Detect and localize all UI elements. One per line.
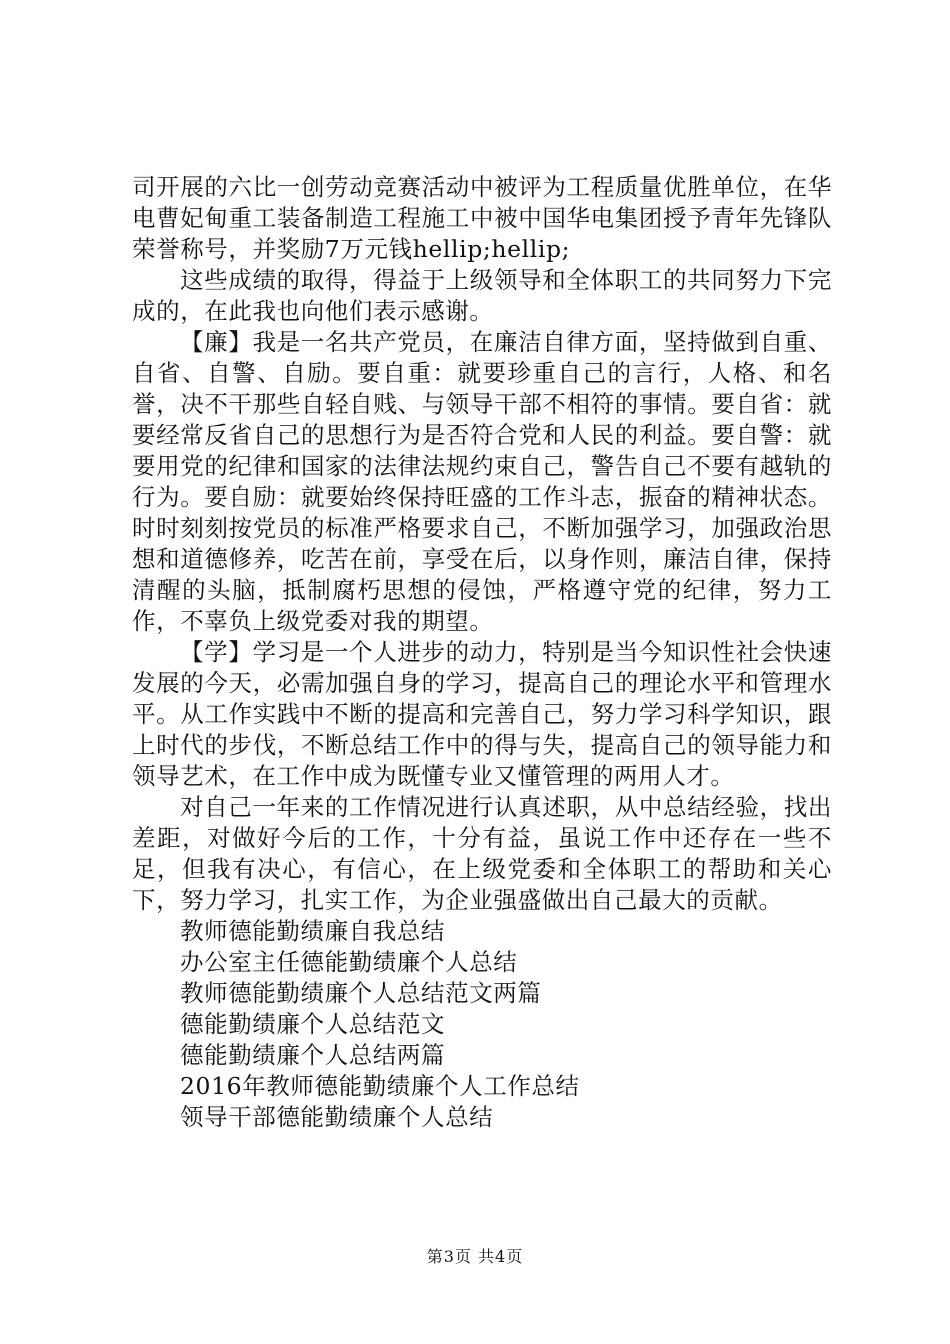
- paragraph-conclusion: 对自己一年来的工作情况进行认真述职，从中总结经验，找出差距，对做好今后的工作，十分有益，虽说工作中还存在一些不足，但我有决心，有信心，在上级党委和全体职工的帮助和关心下，努力学习，扎实工作，为企业强盛做出自己最大的贡献。: [132, 793, 832, 914]
- related-title-item[interactable]: 教师德能勤绩廉个人总结范文两篇: [180, 979, 542, 1007]
- paragraph-achievements-thanks: 这些成绩的取得，得益于上级领导和全体职工的共同努力下完成的，在此我也向他们表示感谢。: [132, 266, 832, 325]
- page-footer: 第3页 共4页: [426, 1247, 524, 1266]
- paragraph-learning: 【学】学习是一个人进步的动力，特别是当今知识性社会快速发展的今天，必需加强自身的学习，提高自己的理论水平和管理水平。从工作实践中不断的提高和完善自己，努力学习科学知识，跟上时代的步伐，不断总结工作中的得与失，提高自己的领导能力和领导艺术，在工作中成为既懂专业又懂管理的两用人才。: [132, 638, 832, 790]
- document-body: [132, 172, 832, 1133]
- related-title-item[interactable]: 教师德能勤绩廉自我总结: [180, 917, 446, 945]
- related-title-item[interactable]: 2016年教师德能勤绩廉个人工作总结: [180, 1072, 580, 1100]
- related-title-item[interactable]: 办公室主任德能勤绩廉个人总结: [180, 948, 518, 976]
- paragraph-integrity: 【廉】我是一名共产党员，在廉洁自律方面，坚持做到自重、自省、自警、自励。要自重：就要珍重自己的言行，人格、和名誉，决不干那些自轻自贱、与领导干部不相符的事情。要自省：就要经常反省自己的思想行为是否符合党和人民的利益。要自警：就要用党的纪律和国家的法律法规约束自己，警告自己不要有越轨的行为。要自励：就要始终保持旺盛的工作斗志，振奋的精神状态。时时刻刻按党员的标准严格要求自己，不断加强学习，加强政治思想和道德修养，吃苦在前，享受在后，以身作则，廉洁自律，保持清醒的头脑，抵制腐朽思想的侵蚀，严格遵守党的纪律，努力工作，不辜负上级党委对我的期望。: [132, 328, 832, 635]
- related-title-item[interactable]: 德能勤绩廉个人总结范文: [180, 1010, 446, 1038]
- paragraph-continuation: 司开展的六比一创劳动竞赛活动中被评为工程质量优胜单位，在华电曹妃甸重工装备制造工程施工中被中国华电集团授予青年先锋队荣誉称号，并奖励7万元钱hellip;hellip;: [132, 173, 832, 263]
- related-titles-list: [132, 916, 832, 1133]
- related-title-item[interactable]: 领导干部德能勤绩廉个人总结: [180, 1103, 494, 1131]
- related-title-item[interactable]: 德能勤绩廉个人总结两篇: [180, 1041, 446, 1069]
